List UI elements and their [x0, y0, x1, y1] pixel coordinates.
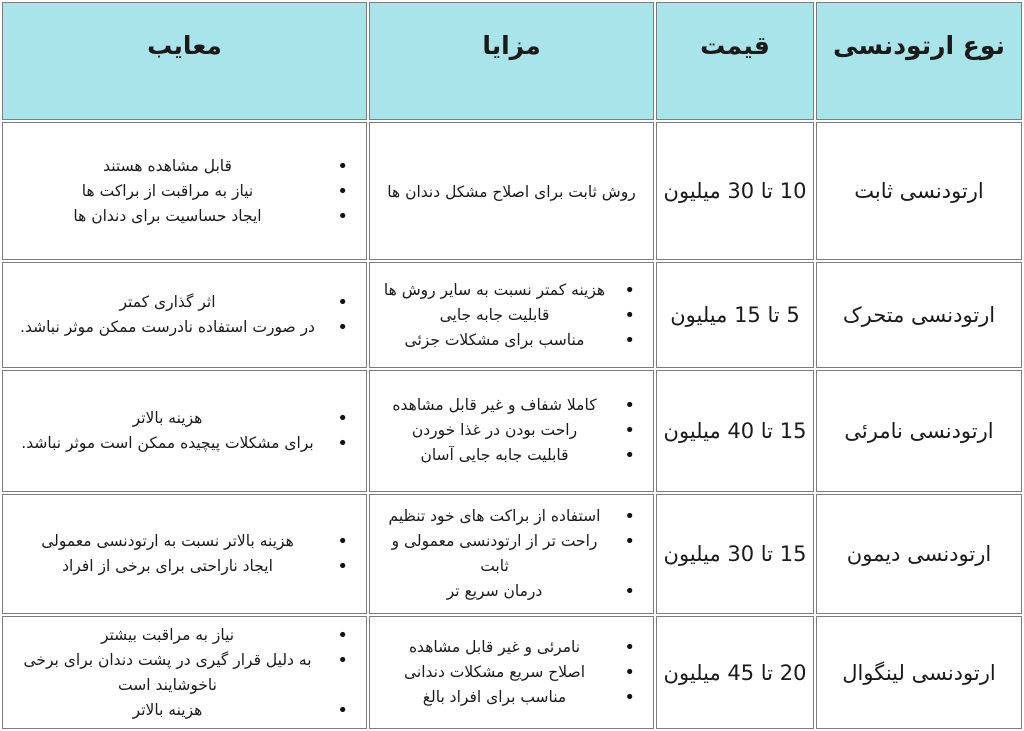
disadvantages-list — [3, 623, 366, 723]
type-cell: ارتودنسی ثابت — [816, 122, 1022, 261]
list-item: • نیاز به مراقبت بیشتر — [9, 623, 348, 648]
header-type: نوع ارتودنسی — [816, 2, 1022, 120]
list-item: • راحت تر از ارتودنسی معمولی و ثابت — [376, 529, 635, 579]
list-item: • قابل مشاهده هستند — [9, 154, 348, 179]
advantages-cell — [369, 122, 654, 261]
disadvantages-cell — [2, 262, 367, 368]
header-row — [2, 2, 1022, 120]
price-cell: 10 تا 30 میلیون — [656, 122, 814, 261]
list-item: • اصلاح سریع مشکلات دندانی — [376, 660, 635, 685]
list-item: • نیاز به مراقبت از براکت ها — [9, 179, 348, 204]
price-cell: 20 تا 45 میلیون — [656, 616, 814, 729]
disadvantages-list — [3, 290, 366, 340]
disadvantages-cell — [2, 494, 367, 615]
list-item: • هزینه بالاتر — [9, 698, 348, 723]
price-cell: 15 تا 40 میلیون — [656, 370, 814, 492]
type-cell: ارتودنسی نامرئی — [816, 370, 1022, 492]
list-item: • استفاده از براکت های خود تنظیم — [376, 504, 635, 529]
disadvantages-cell — [2, 122, 367, 261]
list-item: • اثر گذاری کمتر — [9, 290, 348, 315]
table-row — [2, 616, 1022, 729]
list-item: • هزینه بالاتر نسبت به ارتودنسی معمولی — [9, 529, 348, 554]
list-item: • به دلیل قرار گیری در پشت دندان برای برخی ناخوشایند است — [9, 648, 348, 698]
list-item: • مناسب برای مشکلات جزئی — [376, 328, 635, 353]
list-item: • راحت بودن در غذا خوردن — [376, 418, 635, 443]
advantages-cell — [369, 494, 654, 615]
advantage-text: روش ثابت برای اصلاح مشکل دندان ها — [387, 182, 636, 201]
list-item: • قابلیت جابه جایی — [376, 303, 635, 328]
price-cell: 15 تا 30 میلیون — [656, 494, 814, 615]
list-item: • برای مشکلات پیچیده ممکن است موثر نباشد. — [9, 431, 348, 456]
header-price: قیمت — [656, 2, 814, 120]
disadvantages-list — [3, 154, 366, 229]
advantages-list — [370, 504, 653, 604]
type-cell: ارتودنسی لینگوال — [816, 616, 1022, 729]
list-item: • در صورت استفاده نادرست ممکن موثر نباشد. — [9, 315, 348, 340]
advantages-list — [370, 278, 653, 353]
type-cell: ارتودنسی دیمون — [816, 494, 1022, 615]
list-item: • هزینه بالاتر — [9, 406, 348, 431]
list-item: • درمان سریع تر — [376, 579, 635, 604]
list-item: • هزینه کمتر نسبت به سایر روش ها — [376, 278, 635, 303]
disadvantages-list — [3, 406, 366, 456]
disadvantages-cell — [2, 370, 367, 492]
disadvantages-cell — [2, 616, 367, 729]
header-advantages: مزایا — [369, 2, 654, 120]
advantages-cell — [369, 262, 654, 368]
table-row — [2, 262, 1022, 368]
advantages-list — [370, 393, 653, 468]
list-item: • نامرئی و غیر قابل مشاهده — [376, 635, 635, 660]
advantages-list — [370, 635, 653, 710]
list-item: • ایجاد ناراحتی برای برخی از افراد — [9, 554, 348, 579]
type-cell: ارتودنسی متحرک — [816, 262, 1022, 368]
advantages-cell — [369, 616, 654, 729]
table-row — [2, 494, 1022, 615]
list-item: • ایجاد حساسیت برای دندان ها — [9, 204, 348, 229]
header-disadvantages: معایب — [2, 2, 367, 120]
disadvantages-list — [3, 529, 366, 579]
list-item: • مناسب برای افراد بالغ — [376, 685, 635, 710]
price-cell: 5 تا 15 میلیون — [656, 262, 814, 368]
table-row — [2, 370, 1022, 492]
table-row — [2, 122, 1022, 261]
list-item: • کاملا شفاف و غیر قابل مشاهده — [376, 393, 635, 418]
list-item: • قابلیت جابه جایی آسان — [376, 443, 635, 468]
advantages-cell — [369, 370, 654, 492]
